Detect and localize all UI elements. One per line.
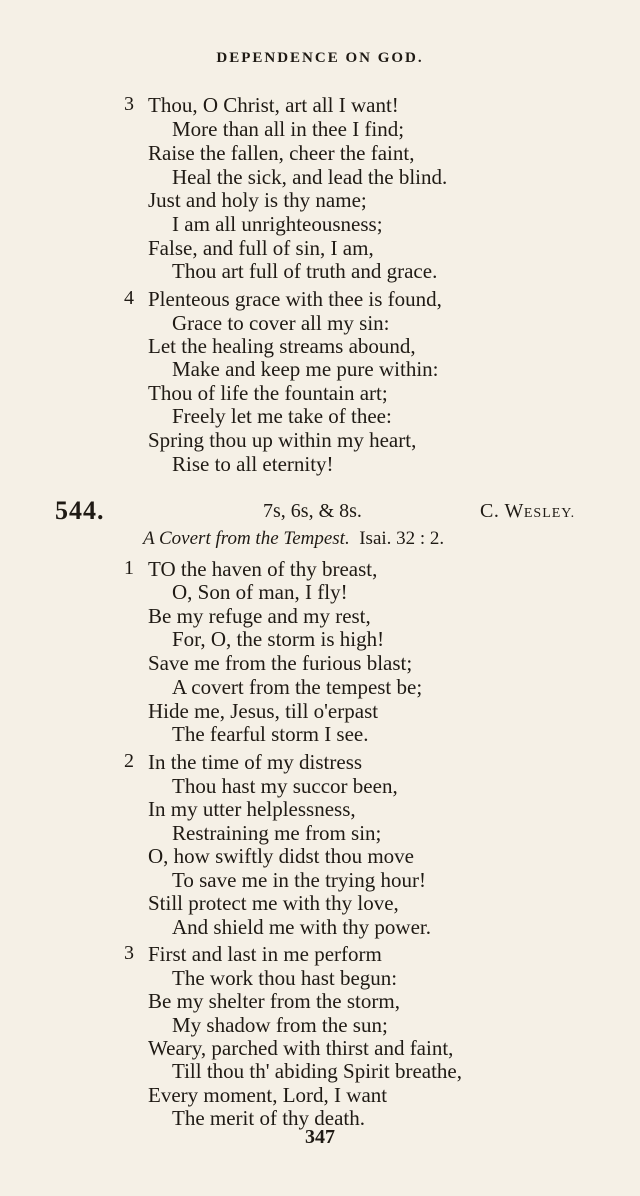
- verse-line: Heal the sick, and lead the blind.: [172, 165, 448, 189]
- verse-line: Restraining me from sin;: [172, 821, 382, 845]
- page-number: 347: [305, 1126, 335, 1148]
- verse-line: Thou of life the fountain art;: [148, 381, 388, 405]
- hymn-meter: 7s, 6s, & 8s.: [263, 500, 362, 522]
- verse-line: Thou art full of truth and grace.: [172, 259, 438, 283]
- verse-line: For, O, the storm is high!: [172, 627, 385, 651]
- verse-line: In the time of my distress: [148, 750, 363, 774]
- verse-line: Just and holy is thy name;: [148, 188, 367, 212]
- verse-line: In my utter helplessness,: [148, 797, 356, 821]
- verse-line: Hide me, Jesus, till o'erpast: [148, 699, 379, 723]
- verse-line: O, Son of man, I fly!: [172, 580, 348, 604]
- author-initial: C. W: [480, 500, 524, 522]
- verse-line: I am all unrighteousness;: [172, 212, 383, 236]
- verse-line: Freely let me take of thee:: [172, 404, 392, 428]
- verse-line: Raise the fallen, cheer the faint,: [148, 141, 415, 165]
- stanza-number: 2: [124, 750, 134, 772]
- verse-line: Be my shelter from the storm,: [148, 989, 400, 1013]
- verse-line: Grace to cover all my sin:: [172, 311, 390, 335]
- verse-line: The work thou hast begun:: [172, 966, 398, 990]
- verse-line: More than all in thee I find;: [172, 117, 405, 141]
- author-surname: ESLEY.: [523, 506, 576, 521]
- verse-line: The fearful storm I see.: [172, 722, 369, 746]
- verse-line: To save me in the trying hour!: [172, 868, 426, 892]
- stanza-number: 4: [124, 287, 134, 309]
- verse-line: Thou hast my succor been,: [172, 774, 398, 798]
- verse-line: False, and full of sin, I am,: [148, 236, 374, 260]
- verse-line: A covert from the tempest be;: [172, 675, 423, 699]
- stanza-number: 3: [124, 942, 134, 964]
- verse-line: And shield me with thy power.: [172, 915, 431, 939]
- stanza-number: 3: [124, 93, 134, 115]
- verse-line: O, how swiftly didst thou move: [148, 844, 414, 868]
- verse-line: Still protect me with thy love,: [148, 891, 399, 915]
- verse-line: Plenteous grace with thee is found,: [148, 287, 442, 311]
- hymn-title: A Covert from the Tempest.: [143, 528, 350, 549]
- hymn-author: [480, 500, 575, 523]
- scripture-reference: Isai. 32 : 2.: [359, 528, 445, 549]
- verse-line: Rise to all eternity!: [172, 452, 334, 476]
- running-header: DEPENDENCE ON GOD.: [216, 50, 424, 66]
- verse-line: Weary, parched with thirst and faint,: [148, 1036, 454, 1060]
- stanza-number: 1: [124, 557, 134, 579]
- verse-line: Thou, O Christ, art all I want!: [148, 93, 399, 117]
- verse-line: First and last in me perform: [148, 942, 382, 966]
- verse-line: My shadow from the sun;: [172, 1013, 388, 1037]
- verse-line: Be my refuge and my rest,: [148, 604, 371, 628]
- verse-line: Make and keep me pure within:: [172, 357, 439, 381]
- verse-line: Save me from the furious blast;: [148, 651, 413, 675]
- hymn-number: 544.: [55, 496, 105, 525]
- verse-line: Spring thou up within my heart,: [148, 428, 417, 452]
- verse-line: TO the haven of thy breast,: [148, 557, 378, 581]
- verse-line: Let the healing streams abound,: [148, 334, 416, 358]
- verse-line: Every moment, Lord, I want: [148, 1083, 388, 1107]
- verse-line: Till thou th' abiding Spirit breathe,: [172, 1059, 463, 1083]
- hymn-subtitle: [143, 528, 444, 550]
- verse-line: The merit of thy death.: [172, 1106, 366, 1130]
